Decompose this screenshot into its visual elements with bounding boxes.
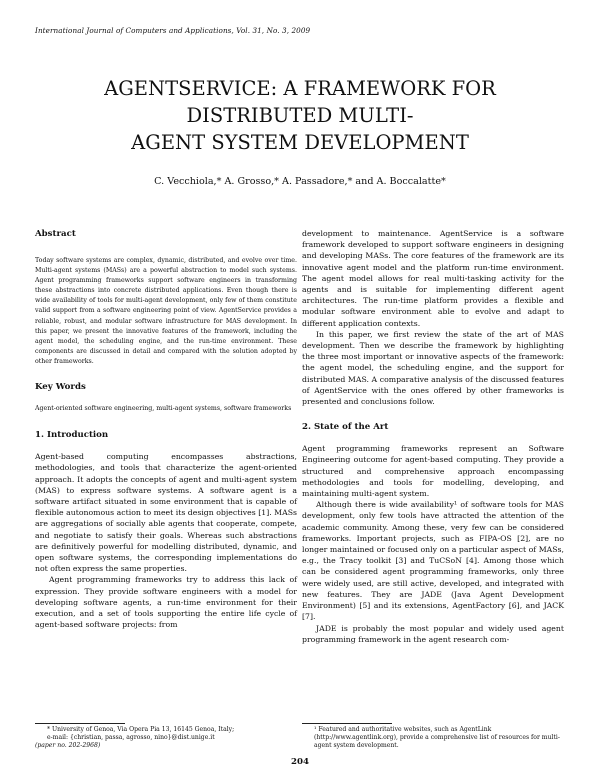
page-number: 204 xyxy=(291,757,309,767)
email-line: e-mail: {christian, passa, agrosso, nino}@dist.unige.it xyxy=(47,734,215,742)
introduction-body xyxy=(35,451,297,630)
left-footnote xyxy=(35,726,297,751)
state-of-art-body xyxy=(302,443,564,645)
title-line-2: DISTRIBUTED MULTI- xyxy=(186,104,414,127)
state-of-art-heading: 2. State of the Art xyxy=(302,422,389,433)
footnote-text: ¹ Featured and authoritative websites, such as AgentLink (http://www.agentlink.org), provide a comprehensive list of resources for multi-agent system development. xyxy=(314,726,560,750)
intro-paragraph: Agent programming frameworks try to address this lack of expression. They provide software engineers with a model for developing software agents, a run-time environment for their execution, and a set of tools supporting the entire life cycle of agent-based software projects: from xyxy=(35,575,297,630)
paper-number: (paper no. 202-2968) xyxy=(35,742,101,750)
title-line-3: AGENT SYSTEM DEVELOPMENT xyxy=(131,131,469,154)
right-column xyxy=(302,228,564,645)
right-footnote xyxy=(302,726,564,751)
title-line-1: AGENTSERVICE: A FRAMEWORK FOR xyxy=(104,77,496,100)
intro-paragraph: Agent-based computing encompasses abstractions, methodologies, and tools that characterize the agent-oriented approach. It adopts the concepts of agent and multi-agent system (MAS) to express software systems. A software agent is a software artifact situated in some environment that is capable of flexible autonomous action to meet its design objectives [1]. MASs are aggregations of socially able agents that cooperate, compete, and negotiate to satisfy their goals. Whereas such abstractions are definitively powerful for modelling distributed, dynamic, and open software systems, the corresponding implementations do not often express the same properties. xyxy=(35,452,297,574)
abstract-heading: Abstract xyxy=(35,229,76,239)
affiliation-line: * University of Genoa, Via Opera Pia 13, 16145 Genoa, Italy; xyxy=(47,726,235,733)
introduction-heading: 1. Introduction xyxy=(35,430,109,441)
keywords-text: Agent-oriented software engineering, multi-agent systems, software frameworks xyxy=(35,405,292,413)
body-paragraph: In this paper, we first review the state of the art of MAS development. Then we describe the framework by highlighting the three most important or innovative aspects of the framework: the agent model, the scheduling engine, and the support for distributed MAS. A comparative analysis of the discussed features of AgentService with the ones offered by other frameworks is presented and conclusions follow. xyxy=(302,329,564,407)
sota-paragraph: JADE is probably the most popular and widely used agent programming framework in the agent research com- xyxy=(302,623,564,644)
sota-paragraph: Agent programming frameworks represent an Software Engineering outcome for agent-based computing. They provide a structured and comprehensive approach encompassing methodologies and tools for modelling, developing, and maintaining multi-agent system. xyxy=(302,444,564,499)
footnote-divider xyxy=(35,723,125,724)
running-head: International Journal of Computers and Applications, Vol. 31, No. 3, 2009 xyxy=(35,26,311,35)
sota-paragraph: Although there is wide availability¹ of software tools for MAS development, only few tools have attracted the attention of the academic community. Among these, very few can be considered frameworks. Important projects, such as FIPA-OS [2], are no longer maintained or focused only on a particular aspect of MASs, e.g., the Tracy toolkit [3] and TuCSoN [4]. Among those which can be considered agent programming frameworks, only three were widely used, are still active, developed, and integrated with new features. They are JADE (Java Agent Development Environment) [5] and its extensions, AgentFactory [6], and JACK [7]. xyxy=(302,500,564,622)
author-list: C. Vecchiola,* A. Grosso,* A. Passadore,* and A. Boccalatte* xyxy=(154,176,446,187)
keywords-heading: Key Words xyxy=(35,382,86,393)
abstract-text: Today software systems are complex, dynamic, distributed, and evolve over time. Multi-agent systems (MASs) are a powerful abstraction to model such systems. Agent programming frameworks support software engineers in transforming these abstractions into concrete distributed applications. Even though there is wide availability of tools for multi-agent development, only few of them constitute valid support from a software engineering point of view. AgentService provides a reliable, robust, and modular software infrastructure for MAS development. In this paper, we present the innovative features of the framework, including the agent model, the scheduling engine, and the run-time environment. These components are discussed in detail and compared with the solution adopted by other frameworks. xyxy=(35,257,297,365)
body-paragraph: development to maintenance. AgentService is a software framework developed to support software engineers in designing and developing MASs. The core features of the framework are its innovative agent model and the platform run-time environment. The agent model allows for real multi-tasking activity for the agents and is suitable for implementing different agent architectures. The run-time platform provides a flexible and modular software environment able to evolve and adapt to different application contexts. xyxy=(302,229,564,328)
paper-title xyxy=(20,75,580,156)
footnote-divider xyxy=(302,723,392,724)
left-column xyxy=(35,228,297,630)
